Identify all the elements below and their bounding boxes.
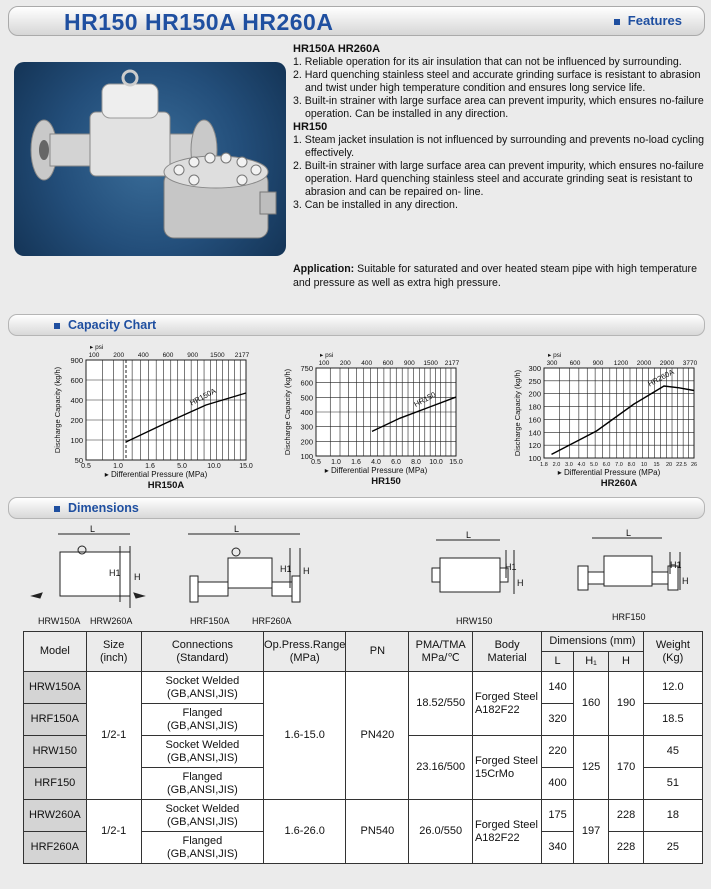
x-tick-label: 15.0 [239,463,253,470]
psi-tick-label: 2000 [636,360,652,367]
x-tick-label: 6.0 [391,459,401,466]
dim-letter-h1: H1 [670,560,682,570]
application-text: Application: Suitable for saturated and over heated steam pipe with high temperature and pressure as well as extra high pressure. [293,263,697,289]
feature-item: 2. Hard quenching stainless steel and accurate grinding surface is resistant to abrasion and twist under high temperature condition and ensures long service life. [293,69,701,94]
dim-letter-h1: H1 [505,562,517,572]
cell-l: 175 [542,800,574,832]
cell-material: Forged Steel A182F22 [472,800,541,864]
y-axis-label: Discharge Capacity (kg/h) [53,366,62,454]
cell-l: 340 [542,832,574,864]
psi-tick-label: 100 [318,360,330,367]
x-tick-label: 6.0 [602,462,611,468]
dim-letter-h: H [134,572,141,582]
x-tick-label: 8.0 [627,462,636,468]
cell-connection: Socket Welded (GB,ANSI,JIS) [141,800,263,832]
cell-l: 220 [542,736,574,768]
cell-pressure: 1.6-15.0 [264,672,346,800]
table-row [24,672,703,704]
cell-weight: 18.5 [643,704,702,736]
cell-connection: Socket Welded (GB,ANSI,JIS) [141,736,263,768]
header-size: Size (inch) [86,632,141,672]
capacity-chart-hr150a [50,342,253,492]
header-model: Model [24,632,87,672]
drawing-label: HRF260A [252,616,292,626]
cell-material: Forged Steel A182F22 [472,672,541,736]
x-tick-label: 10 [640,462,648,468]
header-pn: PN [346,632,409,672]
cell-l: 140 [542,672,574,704]
feature-item: 3. Can be installed in any direction. [293,199,458,211]
x-tick-label: 15 [653,462,660,468]
x-tick-label: 26 [690,462,698,468]
y-tick-label: 120 [528,441,541,451]
y-axis-label: Discharge Capacity (kg/h) [513,369,522,457]
cell-model: HRW150A [24,672,87,704]
chart-caption: HR260A [600,478,638,489]
cell-model: HRF150 [24,768,87,800]
cell-pma: 18.52/550 [409,672,473,736]
cell-connection: Socket Welded (GB,ANSI,JIS) [141,672,263,704]
subheader-l: L [542,652,574,672]
cell-connection: Flanged (GB,ANSI,JIS) [141,768,263,800]
x-tick-label: 5.0 [177,463,187,470]
capacity-chart-hr260a [510,342,705,492]
dim-letter-h1: H1 [280,564,292,574]
x-tick-label: 20 [665,462,673,468]
y-tick-label: 600 [300,378,313,388]
cell-weight: 18 [643,800,702,832]
x-tick-label: 1.6 [145,463,155,470]
features-group-title: HR150A HR260A [293,43,381,55]
cell-model: HRF260A [24,832,87,864]
y-tick-label: 200 [300,437,313,447]
header-weight: Weight (Kg) [643,632,702,672]
dim-letter-l: L [466,530,472,540]
cell-l: 400 [542,768,574,800]
y-tick-label: 160 [528,415,541,425]
y-tick-label: 100 [528,454,541,463]
product-photo [14,62,286,256]
y-tick-label: 180 [528,402,541,412]
psi-tick-label: 600 [569,360,581,367]
psi-tick-label: 1500 [210,352,225,359]
cell-h1: 197 [573,800,608,864]
cell-pma: 23.16/500 [409,736,473,800]
psi-tick-label: 2177 [234,352,250,359]
x-tick-label: 22.5 [676,462,687,468]
cell-h1: 160 [573,672,608,736]
x-tick-label: 0.5 [311,459,321,466]
curve-label: HR150 [412,389,438,409]
x-tick-label: 0.5 [81,463,91,470]
psi-tick-label: 600 [162,352,174,359]
plot-area [544,368,694,458]
dimensions-table [23,631,703,864]
capacity-chart-hr150 [280,342,463,492]
psi-tick-label: 3770 [682,360,698,367]
dim-letter-l: L [626,528,632,538]
dim-letter-h1: H1 [109,568,121,578]
psi-tick-label: 600 [382,360,394,367]
psi-label: ▸ psi [548,352,562,359]
cell-connection: Flanged (GB,ANSI,JIS) [141,832,263,864]
dim-letter-l: L [234,524,240,534]
cell-pn: PN540 [346,800,409,864]
cell-l: 320 [542,704,574,736]
cell-model: HRF150A [24,704,87,736]
dim-letter-h: H [682,576,689,586]
psi-tick-label: 1500 [423,360,438,367]
x-tick-label: 1.6 [351,459,361,466]
feature-item: 3. Built-in strainer with large surface area can prevent impurity, which ensures no-failure operation. Can be installed in any direction. [293,95,704,120]
y-tick-label: 500 [300,393,313,403]
x-tick-label: 4.0 [371,459,381,466]
x-tick-label: 1.0 [113,463,123,470]
capacity-chart-header: Capacity Chart [8,314,705,336]
subheader-h1: H₁ [573,652,608,672]
header-pma: PMA/TMA MPa/℃ [409,632,473,672]
page-title: HR150 HR150A HR260A [64,9,334,35]
table-row [24,800,703,832]
y-tick-label: 300 [528,364,541,373]
cell-h: 170 [609,736,643,800]
y-tick-label: 750 [300,364,313,373]
x-tick-label: 5.0 [590,462,598,468]
x-axis-label: ▸ Differential Pressure (MPa) [104,470,208,479]
cell-weight: 45 [643,736,702,768]
y-tick-label: 100 [70,436,83,445]
cell-pressure: 1.6-26.0 [264,800,346,864]
x-tick-label: 10.0 [207,463,221,470]
y-tick-label: 900 [70,356,83,365]
cell-size: 1/2-1 [86,672,141,800]
y-tick-label: 250 [528,376,541,386]
psi-tick-label: 900 [592,360,604,367]
cell-weight: 25 [643,832,702,864]
dimensions-header: Dimensions [8,497,705,519]
drawing-label: HRW150 [456,616,493,626]
cell-pma: 26.0/550 [409,800,473,864]
bullet-icon [54,323,60,329]
bullet-icon [54,506,60,512]
y-tick-label: 400 [70,396,83,405]
psi-tick-label: 1200 [613,360,629,367]
cell-weight: 12.0 [643,672,702,704]
psi-tick-label: 200 [339,360,351,367]
dimension-drawings [30,524,710,628]
curve-label: HR150A [188,386,218,408]
subheader-h: H [609,652,643,672]
y-tick-label: 50 [74,456,83,465]
psi-label: ▸ psi [90,344,104,351]
psi-tick-label: 900 [187,352,199,359]
feature-item: 2. Built-in strainer with large surface area can prevent impurity, which ensures no-failure operation. Hard quenching stainless steel and accurate grinding seat is resistant to abrasion and can be repaired on- line. [293,160,704,198]
header-bar [8,6,705,36]
header-dimensions: Dimensions (mm) [542,632,644,652]
cell-h: 190 [609,672,643,736]
psi-label: ▸ psi [320,352,334,359]
y-axis-label: Discharge Capacity (kg/h) [283,368,292,456]
chart-caption: HR150 [371,476,401,487]
psi-tick-label: 400 [361,360,373,367]
cell-material: Forged Steel 15CrMo [472,736,541,800]
dim-letter-h: H [303,566,310,576]
x-tick-label: 10.0 [429,459,443,466]
y-tick-label: 400 [300,408,313,417]
x-tick-label: 1.8 [540,462,548,468]
drawing-label: HRF150A [190,616,230,626]
curve-label: HR260A [646,367,676,389]
feature-item: 1. Steam jacket insulation is not influenced by surrounding and prevents no-load cycling effectively. [293,134,705,159]
cell-weight: 51 [643,768,702,800]
x-tick-label: 15.0 [449,459,463,466]
x-tick-label: 1.0 [331,459,341,466]
header-material: Body Material [472,632,541,672]
psi-tick-label: 400 [137,352,149,359]
y-tick-label: 140 [528,428,541,438]
y-tick-label: 200 [70,416,83,425]
header-pressure: Op.Press.Range (MPa) [264,632,346,672]
drawing-label: HRW150A [38,616,81,626]
chart-caption: HR150A [147,480,185,491]
cell-model: HRW260A [24,800,87,832]
x-tick-label: 7.0 [615,462,623,468]
psi-tick-label: 200 [113,352,125,359]
psi-tick-label: 300 [546,360,558,367]
y-tick-label: 200 [528,389,541,399]
x-tick-label: 4.0 [577,462,586,468]
x-tick-label: 3.0 [565,462,573,468]
x-axis-label: ▸ Differential Pressure (MPa) [557,468,661,477]
feature-item: 1. Reliable operation for its air insulation that can not be influenced by surrounding. [293,56,682,68]
cell-connection: Flanged (GB,ANSI,JIS) [141,704,263,736]
cell-h: 228 [609,832,643,864]
dim-letter-l: L [90,524,96,534]
x-tick-label: 2.0 [552,462,561,468]
psi-tick-label: 2900 [659,360,675,367]
y-tick-label: 300 [300,422,313,432]
psi-tick-label: 900 [403,360,415,367]
features-group-title: HR150 [293,121,328,133]
features-label: Features [614,13,682,28]
x-tick-label: 8.0 [411,459,421,466]
y-tick-label: 600 [70,376,83,385]
dim-letter-h: H [517,578,524,588]
psi-tick-label: 2177 [444,360,460,367]
bullet-icon [614,19,620,25]
cell-pn: PN420 [346,672,409,800]
drawing-label: HRF150 [612,612,646,622]
header-connections: Connections (Standard) [141,632,263,672]
psi-tick-label: 100 [88,352,100,359]
cell-size: 1/2-1 [86,800,141,864]
cell-h1: 125 [573,736,608,800]
features-text [293,43,705,212]
plot-area [86,360,246,460]
y-tick-label: 100 [300,452,313,461]
x-axis-label: ▸ Differential Pressure (MPa) [324,466,428,475]
cell-h: 228 [609,800,643,832]
drawing-label: HRW260A [90,616,133,626]
cell-model: HRW150 [24,736,87,768]
